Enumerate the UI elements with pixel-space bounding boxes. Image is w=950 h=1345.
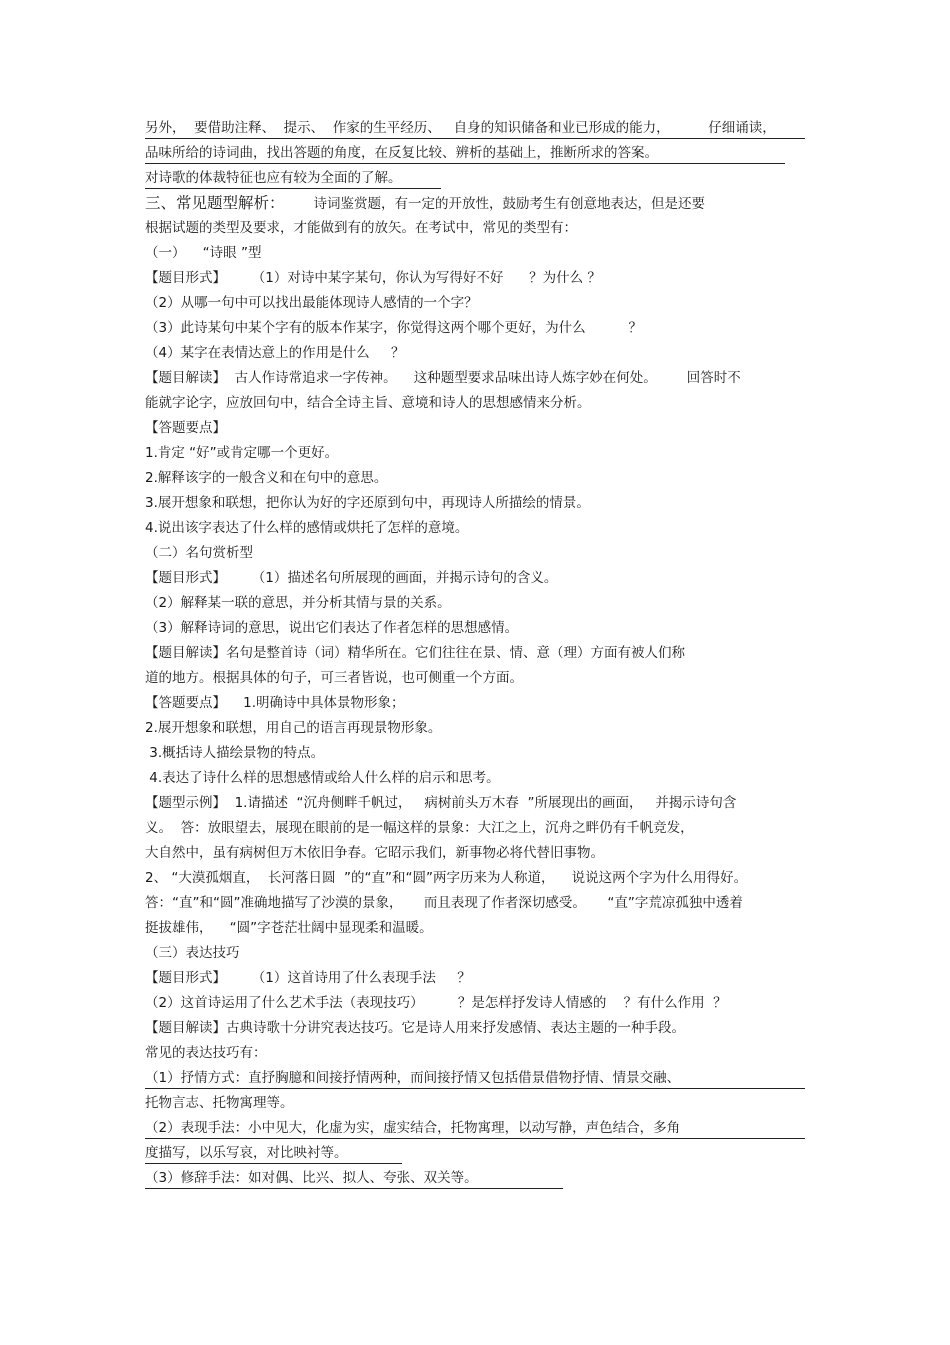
text-line: 诗词鉴赏题，有一定的开放性，鼓励考生有创意地表达，但是还要 [292,196,705,212]
text-line: 4.表达了诗什么样的思想感情或给人什么样的启示和思考。 [145,770,500,786]
text-line: 4.说出该字表达了什么样的感情或烘托了怎样的意境。 [145,520,469,536]
text-line: 【题型示例】 1.请描述 “沉舟侧畔千帆过， 病树前头万木春 ”所展现出的画面， 并揭示诗句含 [145,795,737,811]
text-line: 另外， 要借助注释、 提示、 作家的生平经历、 自身的知识储备和业已形成的能力， 仔细诵读， [145,120,805,139]
subsection-heading: （一） “诗眼 ”型 [145,245,262,261]
text-line: （1）抒情方式：直抒胸臆和间接抒情两种，而间接抒情又包括借景借物抒情、情景交融、 [145,1070,805,1089]
text-line: 答：“直”和“圆”准确地描写了沙漠的景象， 而且表现了作者深切感受。 “直”字荒凉孤独中透着 [145,895,743,911]
text-line: 对诗歌的体裁特征也应有较为全面的了解。 [145,170,441,189]
text-line: 度描写，以乐写哀，对比映衬等。 [145,1145,402,1164]
text-line: 义。 答：放眼望去，展现在眼前的是一幅这样的景象：大江之上，沉舟之畔仍有千帆竞发， [145,820,694,836]
text-line: 【题目解读】古典诗歌十分讲究表达技巧。它是诗人用来抒发感情、表达主题的一种手段。 [145,1020,685,1036]
text-line: （3）修辞手法：如对偶、比兴、拟人、夸张、双关等。 [145,1170,563,1189]
text-line: 【题目形式】 （1）对诗中某字某句，你认为写得好不好 ？为什么 ？ [145,270,601,286]
text-line: 3.概括诗人描绘景物的特点。 [145,745,325,761]
text-line: 【答题要点】 1.明确诗中具体景物形象； [145,695,405,711]
text-line: 【题目形式】 （1）这首诗用了什么表现手法 ？ [145,970,471,986]
text-line: 道的地方。根据具体的句子，可三者皆说，也可侧重一个方面。 [145,670,523,686]
text-line: 常见的表达技巧有： [145,1045,267,1061]
subsection-heading: （三）表达技巧 [145,945,240,961]
text-line: 1.肯定 “好”或肯定哪一个更好。 [145,445,339,461]
text-line: 2.解释该字的一般含义和在句中的意思。 [145,470,388,486]
text-line: （3）解释诗词的意思，说出它们表达了作者怎样的思想感情。 [145,620,519,636]
text-line: 3.展开想象和联想，把你认为好的字还原到句中，再现诗人所描绘的情景。 [145,495,590,511]
text-line: （3）此诗某句中某个字有的版本作某字，你觉得这两个哪个更好，为什么 ？ [145,320,643,336]
text-line: 2.展开想象和联想，用自己的语言再现景物形象。 [145,720,442,736]
text-line: 【题目解读】 古人作诗常追求一字传神。 这种题型要求品味出诗人炼字妙在何处。 回答时不 [145,370,741,386]
text-line: 2、 “大漠孤烟直， 长河落日圆 ”的“直”和“圆”两字历来为人称道， 说说这两个字为什么用得好。 [145,870,748,886]
text-line: 能就字论字，应放回句中，结合全诗主旨、意境和诗人的思想感情来分析。 [145,395,591,411]
text-line: （4）某字在表情达意上的作用是什么 ？ [145,345,405,361]
text-line: （2）表现手法：小中见大，化虚为实，虚实结合，托物寓理，以动写静，声色结合，多角 [145,1120,805,1139]
text-line: 品味所给的诗词曲，找出答题的角度，在反复比较、辨析的基础上，推断所求的答案。 [145,145,785,164]
text-line: 【答题要点】 [145,420,226,436]
text-line: 挺拔雄伟， “圆”字苍茫壮阔中显现柔和温暖。 [145,920,433,936]
text-line: 【题目解读】名句是整首诗（词）精华所在。它们往往在景、情、意（理）方面有被人们称 [145,645,685,661]
text-line: 托物言志、托物寓理等。 [145,1095,294,1111]
text-line: 根据试题的类型及要求，才能做到有的放矢。在考试中，常见的类型有： [145,220,577,236]
text-line: （2）从哪一句中可以找出最能体现诗人感情的一个字？ [145,295,478,311]
text-line: （2）这首诗运用了什么艺术手法（表现技巧） ？是怎样抒发诗人情感的 ？有什么作用 ？ [145,995,727,1011]
subsection-heading: （二）名句赏析型 [145,545,253,561]
text-line: （2）解释某一联的意思，并分析其情与景的关系。 [145,595,451,611]
text-line: 大自然中，虽有病树但万木依旧争春。它昭示我们，新事物必将代替旧事物。 [145,845,604,861]
section-heading: 三、常见题型解析： [145,194,285,212]
text-line: 【题目形式】 （1）描述名句所展现的画面，并揭示诗句的含义。 [145,570,558,586]
